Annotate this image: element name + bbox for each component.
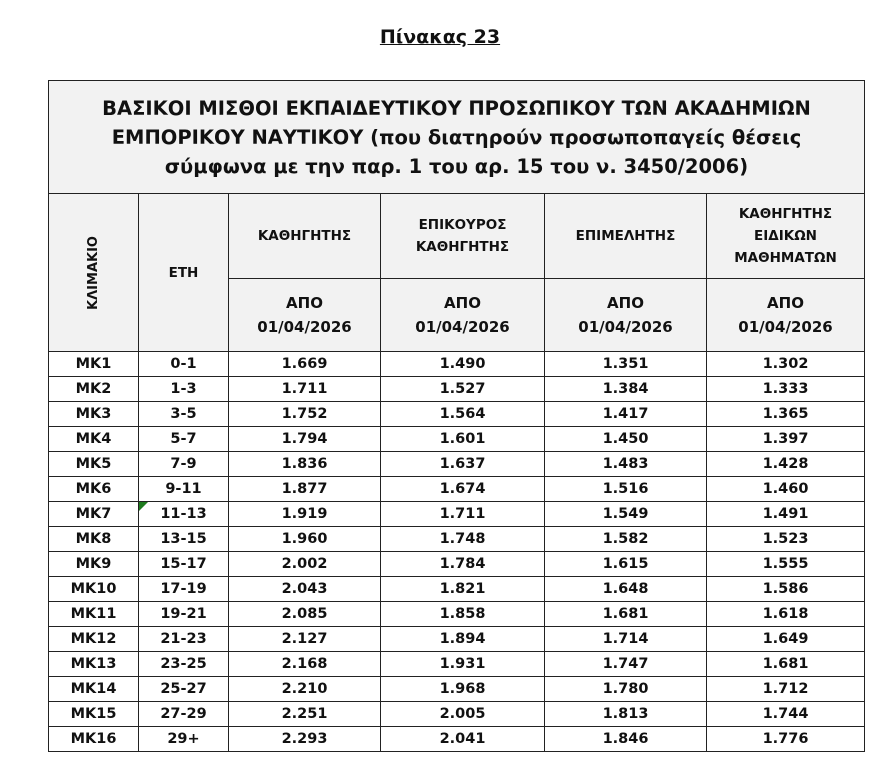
epimelitis-cell: 1.483 [545,452,707,477]
eidikon-mathimaton-cell: 1.460 [707,477,865,502]
eidikon-mathimaton-cell: 1.744 [707,702,865,727]
kathigitis-cell: 1.960 [229,527,381,552]
epikouros-cell: 1.821 [381,577,545,602]
kathigitis-cell: 1.836 [229,452,381,477]
eidikon-mathimaton-cell: 1.712 [707,677,865,702]
eti-cell: 29+ [139,727,229,752]
table-row [49,702,865,727]
header-epimelitis: ΕΠΙΜΕΛΗΤΗΣ [545,194,707,279]
klimakio-cell: ΜΚ8 [49,527,139,552]
klimakio-cell: ΜΚ5 [49,452,139,477]
eti-cell: 3-5 [139,402,229,427]
eti-cell: 15-17 [139,552,229,577]
epikouros-cell: 1.784 [381,552,545,577]
epikouros-cell: 1.968 [381,677,545,702]
header-klimakio-label: ΚΛΙΜΑΚΙΟ [85,236,101,310]
table-row [49,352,865,377]
eti-cell: 17-19 [139,577,229,602]
table-row [49,577,865,602]
kathigitis-cell: 1.669 [229,352,381,377]
kathigitis-cell: 2.251 [229,702,381,727]
epimelitis-cell: 1.450 [545,427,707,452]
eidikon-mathimaton-cell: 1.555 [707,552,865,577]
klimakio-cell: ΜΚ6 [49,477,139,502]
table-row [49,652,865,677]
epimelitis-cell: 1.813 [545,702,707,727]
header-apo: ΑΠΟ [444,294,481,312]
table-row [49,402,865,427]
header-date-col2 [381,279,545,352]
epikouros-cell: 1.601 [381,427,545,452]
klimakio-cell: ΜΚ15 [49,702,139,727]
header-klimakio [49,194,139,352]
table-row [49,452,865,477]
eti-cell: 21-23 [139,627,229,652]
eidikon-mathimaton-cell: 1.586 [707,577,865,602]
epimelitis-cell: 1.384 [545,377,707,402]
salary-table [48,80,865,752]
epimelitis-cell: 1.747 [545,652,707,677]
kathigitis-cell: 2.002 [229,552,381,577]
epimelitis-cell: 1.648 [545,577,707,602]
epimelitis-cell: 1.615 [545,552,707,577]
table-row [49,677,865,702]
header-date: 01/04/2026 [738,318,833,336]
kathigitis-cell: 1.711 [229,377,381,402]
table-row [49,377,865,402]
table-row [49,627,865,652]
klimakio-cell: ΜΚ13 [49,652,139,677]
epikouros-cell: 1.527 [381,377,545,402]
epikouros-cell: 1.490 [381,352,545,377]
epikouros-cell: 2.005 [381,702,545,727]
header-epikouros-kathigitis: ΕΠΙΚΟΥΡΟΣ ΚΑΘΗΓΗΤΗΣ [381,194,545,279]
eti-cell: 0-1 [139,352,229,377]
eti-cell: 23-25 [139,652,229,677]
kathigitis-cell: 2.293 [229,727,381,752]
header-apo: ΑΠΟ [607,294,644,312]
klimakio-cell: ΜΚ2 [49,377,139,402]
kathigitis-cell: 1.877 [229,477,381,502]
kathigitis-cell: 1.752 [229,402,381,427]
epikouros-cell: 1.931 [381,652,545,677]
header-date-col3 [545,279,707,352]
kathigitis-cell: 1.919 [229,502,381,527]
eidikon-mathimaton-cell: 1.776 [707,727,865,752]
epimelitis-cell: 1.417 [545,402,707,427]
table-caption: Πίνακας 23 [379,26,501,48]
klimakio-cell: ΜΚ14 [49,677,139,702]
header-date: 01/04/2026 [578,318,673,336]
klimakio-cell: ΜΚ4 [49,427,139,452]
eidikon-mathimaton-cell: 1.523 [707,527,865,552]
eidikon-mathimaton-cell: 1.365 [707,402,865,427]
table-row [49,727,865,752]
klimakio-cell: ΜΚ1 [49,352,139,377]
eti-cell: 1-3 [139,377,229,402]
klimakio-cell: ΜΚ10 [49,577,139,602]
header-kathigitis: ΚΑΘΗΓΗΤΗΣ [229,194,381,279]
epimelitis-cell: 1.351 [545,352,707,377]
eidikon-mathimaton-cell: 1.491 [707,502,865,527]
klimakio-cell: ΜΚ9 [49,552,139,577]
klimakio-cell: ΜΚ12 [49,627,139,652]
header-kathigitis-eidikon-mathimaton: ΚΑΘΗΓΗΤΗΣ ΕΙΔΙΚΩΝ ΜΑΘΗΜΑΤΩΝ [707,194,865,279]
eidikon-mathimaton-cell: 1.397 [707,427,865,452]
klimakio-cell: ΜΚ7 [49,502,139,527]
eti-cell: 7-9 [139,452,229,477]
eidikon-mathimaton-cell: 1.428 [707,452,865,477]
eidikon-mathimaton-cell: 1.649 [707,627,865,652]
epimelitis-cell: 1.516 [545,477,707,502]
eidikon-mathimaton-cell: 1.333 [707,377,865,402]
epimelitis-cell: 1.582 [545,527,707,552]
eti-cell: 27-29 [139,702,229,727]
header-apo: ΑΠΟ [286,294,323,312]
kathigitis-cell: 1.794 [229,427,381,452]
eti-cell: 9-11 [139,477,229,502]
header-eti: ΕΤΗ [139,194,229,352]
header-date-col1 [229,279,381,352]
epikouros-cell: 1.894 [381,627,545,652]
table-row [49,427,865,452]
table-body [49,352,865,752]
klimakio-cell: ΜΚ16 [49,727,139,752]
header-apo: ΑΠΟ [767,294,804,312]
eidikon-mathimaton-cell: 1.618 [707,602,865,627]
epikouros-cell: 1.564 [381,402,545,427]
epikouros-cell: 1.674 [381,477,545,502]
klimakio-cell: ΜΚ11 [49,602,139,627]
eti-cell: 11-13 [139,502,229,527]
epimelitis-cell: 1.549 [545,502,707,527]
header-date: 01/04/2026 [415,318,510,336]
epimelitis-cell: 1.681 [545,602,707,627]
eti-cell: 19-21 [139,602,229,627]
header-date: 01/04/2026 [257,318,352,336]
table-title: ΒΑΣΙΚΟΙ ΜΙΣΘΟΙ ΕΚΠΑΙΔΕΥΤΙΚΟΥ ΠΡΟΣΩΠΙΚΟΥ ΤΩΝ ΑΚΑΔΗΜΙΩΝ ΕΜΠΟΡΙΚΟΥ ΝΑΥΤΙΚΟΥ (που διατηρούν προσωποπαγείς θέσεις σύμφωνα με την παρ. 1 του αρ. 15 του ν. 3450/2006) [49,81,865,194]
epimelitis-cell: 1.846 [545,727,707,752]
header-date-col4 [707,279,865,352]
epikouros-cell: 1.748 [381,527,545,552]
eti-cell: 25-27 [139,677,229,702]
eti-cell: 5-7 [139,427,229,452]
klimakio-cell: ΜΚ3 [49,402,139,427]
epikouros-cell: 2.041 [381,727,545,752]
table-row [49,602,865,627]
table-row [49,477,865,502]
eidikon-mathimaton-cell: 1.302 [707,352,865,377]
kathigitis-cell: 2.127 [229,627,381,652]
kathigitis-cell: 2.210 [229,677,381,702]
epimelitis-cell: 1.714 [545,627,707,652]
epikouros-cell: 1.858 [381,602,545,627]
epikouros-cell: 1.637 [381,452,545,477]
table-row [49,502,865,527]
epikouros-cell: 1.711 [381,502,545,527]
eti-cell: 13-15 [139,527,229,552]
table-row [49,552,865,577]
kathigitis-cell: 2.043 [229,577,381,602]
kathigitis-cell: 2.168 [229,652,381,677]
eidikon-mathimaton-cell: 1.681 [707,652,865,677]
kathigitis-cell: 2.085 [229,602,381,627]
table-row [49,527,865,552]
epimelitis-cell: 1.780 [545,677,707,702]
